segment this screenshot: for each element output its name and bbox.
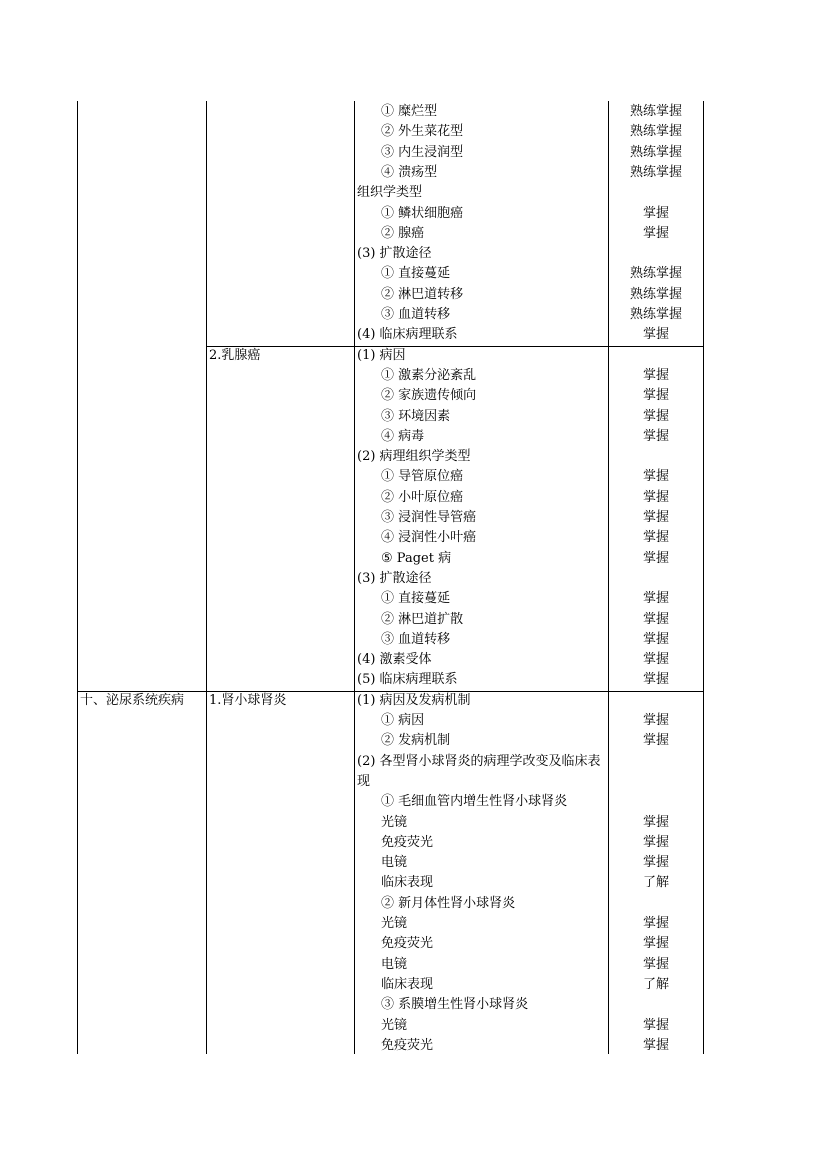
table-cell-content: 电镜	[381, 855, 408, 871]
table-cell-content: ③ 内生浸润型	[381, 144, 464, 160]
table-cell-content: (3) 扩散途径	[357, 246, 432, 262]
table-cell-level: 掌握	[642, 367, 669, 383]
table-cell-content: 光镜	[381, 1017, 408, 1033]
table-cell-level: 掌握	[642, 733, 669, 749]
table-cell-content: ② 外生菜花型	[381, 124, 464, 140]
table-cell-content: (2) 病理组织学类型	[357, 449, 471, 465]
table-cell-level: 掌握	[642, 652, 669, 668]
table-cell-content: 电镜	[381, 956, 408, 972]
table-cell-content: ④ 浸润性小叶癌	[381, 530, 477, 546]
table-cell-level: 掌握	[642, 1037, 669, 1053]
table-cell-content: (1) 病因	[357, 347, 406, 363]
table-cell-content: ③ 血道转移	[381, 631, 451, 647]
table-cell-level: 掌握	[642, 631, 669, 647]
table-cell-content: (4) 临床病理联系	[357, 327, 458, 343]
table-cell-level: 熟练掌握	[629, 144, 682, 160]
table-cell-content: ④ 病毒	[381, 428, 425, 444]
table-cell-content: ① 毛细血管内增生性肾小球肾炎	[381, 794, 568, 810]
table-cell-content: (4) 激素受体	[357, 652, 432, 668]
table-cell-level: 掌握	[642, 510, 669, 525]
table-cell-level: 掌握	[642, 469, 669, 485]
table-cell-level: 熟练掌握	[629, 164, 682, 180]
table-cell-level: 掌握	[642, 855, 669, 871]
table-cell-content: ① 导管原位癌	[381, 469, 464, 485]
table-cell-content: ③ 系膜增生性肾小球肾炎	[381, 997, 529, 1013]
table-cell-content: 光镜	[381, 916, 408, 931]
table-cell-topic: 2.乳腺癌	[209, 347, 261, 363]
table-cell-content: ② 淋巴道转移	[381, 286, 464, 302]
table-cell-content: ④ 溃疡型	[381, 164, 438, 180]
table-cell-content: ① 激素分泌紊乱	[381, 367, 477, 383]
table-cell-content: ① 病因	[381, 713, 425, 728]
table-cell-content: ② 发病机制	[381, 733, 451, 749]
table-cell-level: 掌握	[642, 1017, 669, 1033]
table-cell-content: (1) 病因及发病机制	[357, 692, 471, 708]
table-cell-level: 掌握	[642, 530, 669, 546]
table-cell-level: 掌握	[642, 408, 669, 424]
table-cell-level: 熟练掌握	[629, 266, 682, 282]
table-cell-level: 熟练掌握	[629, 124, 682, 140]
table-cell-level: 掌握	[642, 936, 669, 952]
table-cell-level: 熟练掌握	[629, 286, 682, 302]
table-cell-level: 掌握	[642, 428, 669, 444]
table-cell-content: ② 淋巴道扩散	[381, 611, 464, 627]
table-border-vertical	[354, 101, 355, 1054]
table-cell-level: 掌握	[642, 327, 669, 343]
table-cell-level: 掌握	[642, 591, 669, 607]
table-cell-content: ① 鳞状细胞癌	[381, 205, 464, 221]
table-cell-content: ③ 血道转移	[381, 307, 451, 322]
table-cell-content: 临床表现	[381, 875, 434, 891]
table-cell-content: ① 糜烂型	[381, 104, 438, 119]
table-cell-content: ① 直接蔓延	[381, 266, 451, 282]
table-cell-level: 掌握	[642, 550, 669, 566]
table-cell-level: 了解	[642, 976, 669, 992]
table-cell-content: ⑤ Paget 病	[381, 550, 452, 566]
table-cell-level: 掌握	[642, 672, 669, 688]
table-cell-content: 组织学类型	[357, 185, 423, 201]
table-cell-content: (3) 扩散途径	[357, 570, 432, 586]
table-cell-content: ② 家族遗传倾向	[381, 388, 477, 404]
table-cell-content: 免疫荧光	[381, 936, 434, 952]
table-cell-content: ② 新月体性肾小球肾炎	[381, 895, 516, 911]
table-cell-content: 临床表现	[381, 976, 434, 992]
table-cell-level: 掌握	[642, 713, 669, 728]
table-cell-content: 光镜	[381, 814, 408, 830]
table-cell-level: 了解	[642, 875, 669, 891]
table-cell-chapter: 十、泌尿系统疾病	[80, 692, 185, 708]
table-cell-level: 掌握	[642, 956, 669, 972]
table-cell-level: 熟练掌握	[629, 104, 682, 119]
table-cell-content: (5) 临床病理联系	[357, 672, 458, 688]
table-cell-level: 掌握	[642, 489, 669, 505]
table-cell-content: 免疫荧光	[381, 834, 434, 850]
table-cell-content: ③ 环境因素	[381, 408, 451, 424]
table-cell-level: 掌握	[642, 205, 669, 221]
table-border-vertical	[77, 101, 78, 1054]
table-cell-content: ③ 浸润性导管癌	[381, 510, 477, 525]
table-cell-level: 掌握	[642, 611, 669, 627]
table-cell-content: 免疫荧光	[381, 1037, 434, 1053]
table-border-vertical	[703, 101, 704, 1054]
table-cell-content: ① 直接蔓延	[381, 591, 451, 607]
table-border-vertical	[608, 101, 609, 1054]
table-cell-level: 掌握	[642, 814, 669, 830]
table-cell-content: ② 小叶原位癌	[381, 489, 464, 505]
table-cell-level: 掌握	[642, 388, 669, 404]
table-cell-content: (2) 各型肾小球肾炎的病理学改变及临床表现	[357, 753, 601, 789]
table-cell-content: ② 腺癌	[381, 225, 425, 241]
table-cell-level: 掌握	[642, 916, 669, 931]
table-cell-level: 掌握	[642, 225, 669, 241]
table-cell-level: 掌握	[642, 834, 669, 850]
table-border-vertical	[206, 101, 207, 1054]
table-cell-topic: 1.肾小球肾炎	[209, 692, 287, 708]
table-cell-level: 熟练掌握	[629, 307, 682, 322]
